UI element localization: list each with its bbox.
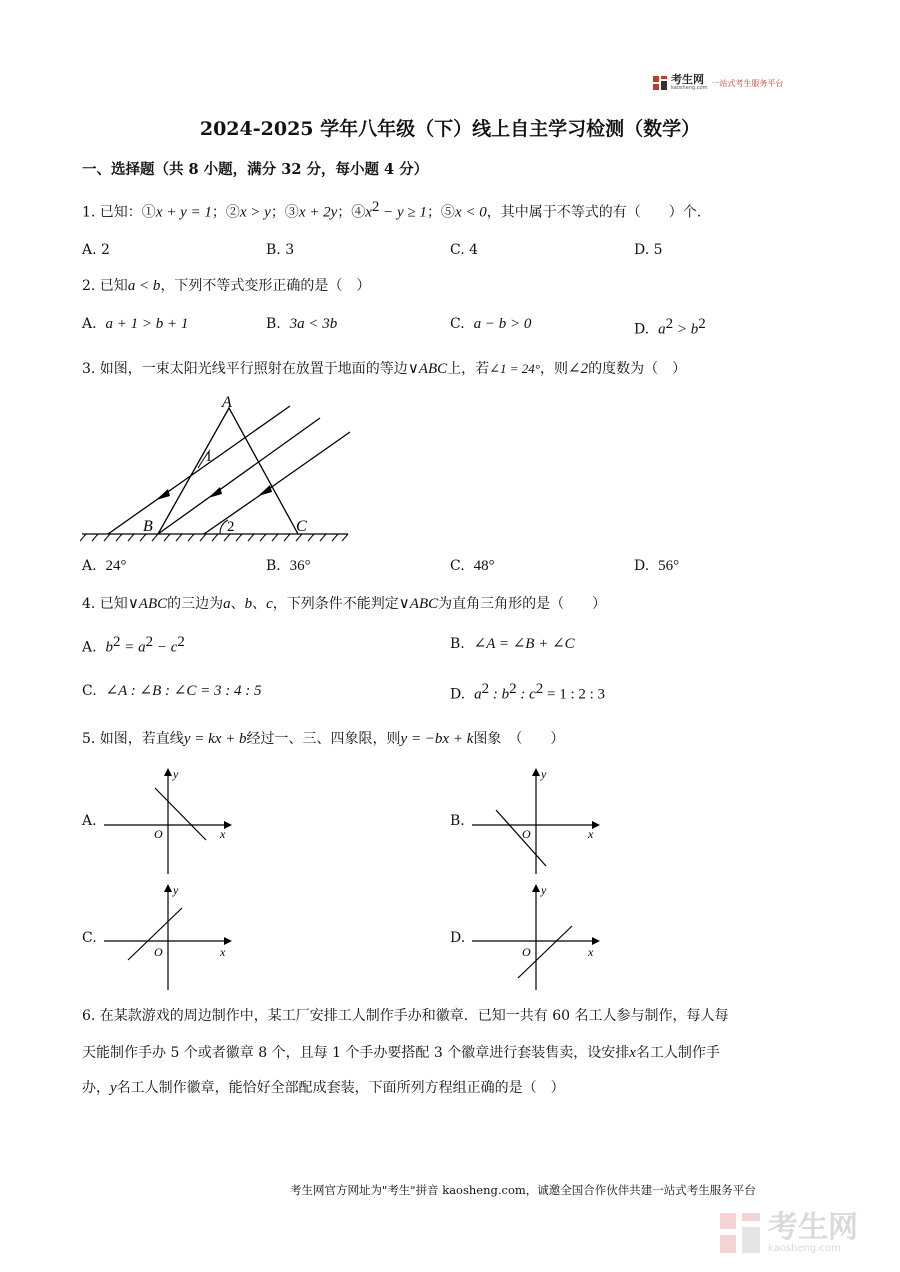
q6-line-2a: 天能制作手办 5 个或者徽章 8 个，且每 1 个手办要搭配 3 个徽章进行套装售卖，设安排 — [82, 1045, 630, 1061]
question-2 — [82, 275, 370, 295]
q3-option-d[interactable] — [634, 558, 679, 575]
label-b: B — [143, 518, 153, 535]
q1-expr-2: x > y — [239, 204, 271, 221]
q5-suffix: 图象 （ ） — [473, 731, 565, 747]
q1-expr-4a: x — [365, 204, 372, 221]
q6-line-3a: 办， — [82, 1080, 110, 1096]
q1-prefix: 1. 已知：① — [82, 204, 156, 221]
question-6-line-3 — [82, 1077, 565, 1097]
arrow-icon — [164, 884, 172, 892]
q5-graph-c — [100, 878, 240, 993]
q3-option-b[interactable] — [266, 558, 311, 575]
q4-a-s3: 2 — [177, 634, 185, 650]
logo-text — [671, 75, 707, 91]
q2-expr: a < b — [127, 278, 161, 294]
axis-origin-label: O — [522, 827, 531, 841]
q4-a-p2: = a — [120, 639, 146, 656]
arrow-icon — [592, 937, 600, 945]
q3-option-d-label: D. — [634, 558, 650, 574]
q1-suffix: ，其中属于不等式的有（ ）个. — [486, 204, 702, 221]
q4-option-c[interactable] — [82, 681, 261, 700]
label-a: A — [222, 394, 232, 411]
q4-side-c: c — [266, 596, 273, 612]
axis-x-label: x — [220, 945, 226, 959]
q4-mid: 的三边为 — [167, 596, 224, 612]
ground-hatch — [80, 534, 348, 541]
q5-option-a[interactable]: A. — [82, 813, 97, 829]
q6-line-3b: 名工人制作徽章，能恰好全部配成套装，下面所列方程组正确的是（ ） — [116, 1080, 565, 1096]
arrow-icon — [208, 487, 222, 498]
q2-option-b-expr: 3a < 3b — [289, 316, 338, 332]
question-6-line-2 — [82, 1042, 720, 1062]
axis-x-label: x — [588, 945, 594, 959]
axis-x-label: x — [588, 827, 594, 841]
q1-option-c[interactable]: C. 4 — [450, 242, 479, 258]
logo-en: kaosheng.com — [671, 85, 708, 91]
q4-option-c-label: C. — [82, 683, 97, 699]
question-1 — [82, 199, 701, 222]
q4-d-s2: 2 — [509, 681, 517, 697]
q3-prefix: 3. 如图，一束太阳光线平行照射在放置于地面的等边 — [82, 361, 408, 377]
arrow-icon — [224, 937, 232, 945]
axis-y-label: y — [173, 767, 179, 781]
q6-var-y: y — [110, 1080, 117, 1096]
q4-d-p2: : b — [489, 686, 510, 703]
q6-line-2b: 名工人制作手 — [635, 1045, 720, 1061]
q2-option-d-a: a — [658, 321, 666, 338]
q2-option-d-b: b — [690, 321, 699, 338]
q4-option-b[interactable] — [450, 634, 575, 653]
q4-option-b-expr: ∠A = ∠B + ∠C — [473, 636, 575, 652]
logo-cn: 考生网 — [671, 73, 704, 86]
q1-expr-3: x + 2y — [298, 204, 338, 221]
triangle-abc — [158, 408, 298, 534]
section-heading: 一、选择题（共 8 小题，满分 32 分，每小题 4 分） — [82, 161, 429, 178]
q5-expr-2: y = −bx + k — [400, 731, 474, 747]
q3-suffix: 的度数为（ ） — [588, 361, 687, 377]
logo-tagline: 一站式考生服务平台 — [711, 78, 784, 88]
label-c: C — [296, 518, 307, 535]
arrow-icon — [532, 768, 540, 776]
q3-figure — [80, 388, 360, 548]
axis-y-label: y — [541, 883, 547, 897]
q2-option-d-label: D. — [634, 321, 650, 338]
watermark-text — [768, 1209, 858, 1254]
logo-icon — [652, 75, 668, 91]
q4-mid-2: ，下列条件不能判定 — [272, 596, 399, 612]
q4-option-c-expr: ∠A : ∠B : ∠C = 3 : 4 : 5 — [105, 683, 262, 699]
q5-expr-1: y = kx + b — [183, 731, 247, 747]
axis-origin-label: O — [154, 827, 163, 841]
q2-option-c-expr: a − b > 0 — [473, 316, 532, 332]
q3-triangle: ∨ABC — [407, 361, 448, 377]
q2-option-d-mid: > — [673, 321, 691, 338]
q3-angle-1: ∠1 = 24° — [489, 361, 540, 376]
q1-sep-1: ；② — [211, 204, 240, 221]
q3-option-b-label: B. — [266, 558, 281, 574]
q3-option-a[interactable] — [82, 558, 126, 575]
q1-option-a[interactable]: A. 2 — [82, 242, 110, 258]
q4-option-a-label: A. — [82, 639, 97, 656]
arrow-icon — [258, 485, 272, 496]
q4-d-p4: = 1 : 2 : 3 — [543, 686, 606, 703]
q3-option-c-label: C. — [450, 558, 465, 574]
q3-option-c-value: 48° — [473, 558, 495, 574]
q4-a-p3: − c — [153, 639, 178, 656]
page-title: 2024-2025 学年八年级（下）线上自主学习检测（数学） — [199, 118, 701, 140]
q5-graph-b — [468, 762, 608, 877]
q4-suffix: 为直角三角形的是（ ） — [438, 596, 607, 612]
q5-prefix: 5. 如图，若直线 — [82, 731, 184, 747]
q2-option-a-label: A. — [82, 316, 97, 332]
q1-expr-4c: − y ≥ 1 — [379, 204, 427, 221]
q4-d-s1: 2 — [481, 681, 490, 697]
q4-d-p1: a — [474, 686, 482, 703]
watermark-en: kaosheng.com — [768, 1242, 841, 1254]
q1-sep-3: ；④ — [337, 204, 366, 221]
q2-prefix: 2. 已知 — [82, 278, 128, 294]
q1-sep-4: ；⑤ — [426, 204, 455, 221]
q3-mid-2: ，则 — [540, 361, 568, 377]
question-4 — [82, 593, 606, 613]
q2-option-c-label: C. — [450, 316, 465, 332]
q5-option-d[interactable]: D. — [450, 930, 466, 946]
q2-option-c[interactable] — [450, 316, 531, 333]
q5-option-c[interactable]: C. — [82, 930, 97, 946]
q2-option-b[interactable] — [266, 316, 337, 333]
q5-graph-d — [468, 878, 608, 993]
q2-option-b-label: B. — [266, 316, 281, 332]
q3-option-d-value: 56° — [658, 558, 680, 574]
q4-sep-1: 、 — [230, 596, 245, 612]
q4-sep-2: 、 — [252, 596, 267, 612]
q4-triangle: ∨ABC — [127, 596, 168, 612]
q4-triangle-2: ∨ABC — [398, 596, 439, 612]
arrow-icon — [156, 489, 170, 500]
q1-sep-2: ；③ — [270, 204, 299, 221]
q3-option-b-value: 36° — [289, 558, 311, 574]
q3-option-c[interactable] — [450, 558, 495, 575]
q4-d-s3: 2 — [535, 681, 544, 697]
q4-a-s1: 2 — [112, 634, 121, 650]
question-3 — [82, 358, 686, 378]
axis-origin-label: O — [522, 945, 531, 959]
q3-angle-2: ∠2 — [568, 361, 589, 377]
q2-option-d-sup-b: 2 — [698, 316, 706, 332]
q5-mid: 经过一、三、四象限，则 — [246, 731, 401, 747]
axis-y-label: y — [173, 883, 179, 897]
q4-option-b-label: B. — [450, 636, 465, 652]
q4-a-p1: b — [105, 639, 113, 656]
question-6-line-1: 6. 在某款游戏的周边制作中，某工厂安排工人制作手办和徽章．已知一共有 60 名工人参与制作，每人每 — [82, 1008, 729, 1024]
q4-side-a: a — [223, 596, 231, 612]
q4-side-b: b — [244, 596, 253, 612]
q3-mid: 上，若 — [447, 361, 490, 377]
q2-option-a-expr: a + 1 > b + 1 — [105, 316, 189, 332]
watermark-cn: 考生网 — [768, 1209, 858, 1245]
axis-origin-label: O — [154, 945, 163, 959]
axis-x-label: x — [220, 827, 226, 841]
footer-text: 考生网官方网址为"考生"拼音 kaosheng.com，诚邀全国合作伙伴共建一站式考生服务平台 — [290, 1183, 756, 1197]
ray-2 — [158, 418, 320, 534]
q2-suffix: ，下列不等式变形正确的是（ ） — [160, 278, 371, 294]
label-angle-1: 1 — [205, 449, 213, 465]
q1-expr-5: x < 0 — [454, 204, 487, 221]
axis-y-label: y — [541, 767, 547, 781]
q4-option-a[interactable] — [82, 634, 185, 657]
arrow-icon — [164, 768, 172, 776]
q1-option-b[interactable]: B. 3 — [266, 242, 295, 258]
q4-d-p3: : c — [516, 686, 536, 703]
q5-graph-a — [100, 762, 240, 877]
graph-b-line — [496, 810, 546, 866]
q1-expr-4b: 2 — [371, 199, 380, 215]
q2-option-a[interactable] — [82, 316, 188, 333]
q4-prefix: 4. 已知 — [82, 596, 128, 612]
q2-option-d[interactable] — [634, 316, 706, 339]
watermark-logo-icon — [718, 1211, 762, 1255]
q3-option-a-label: A. — [82, 558, 97, 574]
label-angle-2: 2 — [227, 519, 235, 535]
q6-var-x: x — [629, 1045, 636, 1061]
watermark — [718, 1206, 888, 1260]
q3-option-a-value: 24° — [105, 558, 127, 574]
q4-option-d[interactable] — [450, 681, 605, 704]
header-logo — [652, 72, 822, 94]
q5-option-b[interactable]: B. — [450, 813, 465, 829]
q1-expr-1: x + y = 1 — [155, 204, 212, 221]
question-5 — [82, 728, 564, 748]
arrow-icon — [532, 884, 540, 892]
q4-option-d-label: D. — [450, 686, 466, 703]
q4-a-s2: 2 — [145, 634, 154, 650]
q1-option-d[interactable]: D. 5 — [634, 242, 663, 258]
q2-option-d-sup-a: 2 — [665, 316, 674, 332]
